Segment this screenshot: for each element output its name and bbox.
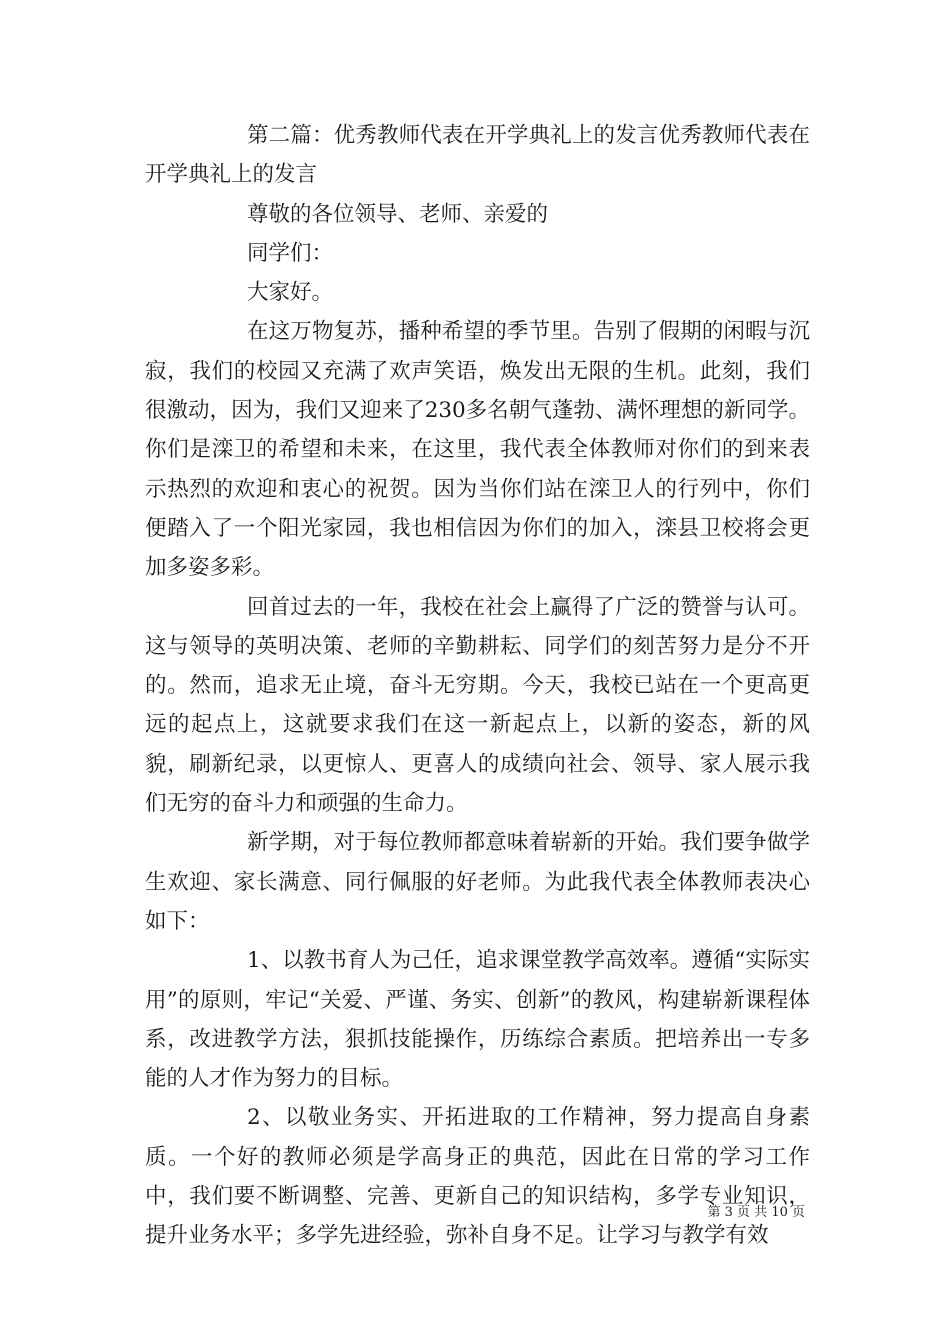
paragraph: 回首过去的一年，我校在社会上赢得了广泛的赞誉与认可。这与领导的英明决策、老师的辛勤耕耘、同学们的刻苦努力是分不开的。然而，追求无止境，奋斗无穷期。今天，我校已站在一个更高更远的起点上，这就要求我们在这一新起点上，以新的姿态，新的风貌，刷新纪录，以更惊人、更喜人的成绩向社会、领导、家人展示我们无穷的奋斗力和顽强的生命力。: [145, 594, 810, 817]
document-title: 第二篇：优秀教师代表在开学典礼上的发言优秀教师代表在开学典礼上的发言: [145, 123, 810, 188]
paragraph: 1、以教书育人为己任，追求课堂教学高效率。遵循“实际实用”的原则，牢记“关爱、严谨、务实、创新”的教风，构建崭新课程体系，改进教学方法，狠抓技能操作，历练综合素质。把培养出一专多能的人才作为努力的目标。: [145, 948, 810, 1092]
paragraph: 新学期，对于每位教师都意味着崭新的开始。我们要争做学生欢迎、家长满意、同行佩服的好老师。为此我代表全体教师表决心如下：: [145, 830, 810, 934]
greeting: 大家好。: [247, 280, 334, 306]
salutation-line-1: 尊敬的各位领导、老师、亲爱的: [247, 201, 549, 227]
page-number-footer: 第 3 页 共 10 页: [707, 1205, 805, 1220]
paragraph: 在这万物复苏，播种希望的季节里。告别了假期的闲暇与沉寂，我们的校园又充满了欢声笑语，焕发出无限的生机。此刻，我们很激动，因为，我们又迎来了230多名朝气蓬勃、满怀理想的新同学。你们是滦卫的希望和未来，在这里，我代表全体教师对你们的到来表示热烈的欢迎和衷心的祝贺。因为当你们站在滦卫人的行列中，你们便踏入了一个阳光家园，我也相信因为你们的加入，滦县卫校将会更加多姿多彩。: [145, 319, 810, 581]
salutation-line-2: 同学们：: [247, 240, 334, 266]
document-body: [145, 116, 810, 1256]
paragraph: 2、以敬业务实、开拓进取的工作精神，努力提高自身素质。一个好的教师必须是学高身正的典范，因此在日常的学习工作中，我们要不断调整、完善、更新自己的知识结构，多学专业知识，提升业务水平；多学先进经验，弥补自身不足。让学习与教学有效: [145, 1105, 810, 1249]
